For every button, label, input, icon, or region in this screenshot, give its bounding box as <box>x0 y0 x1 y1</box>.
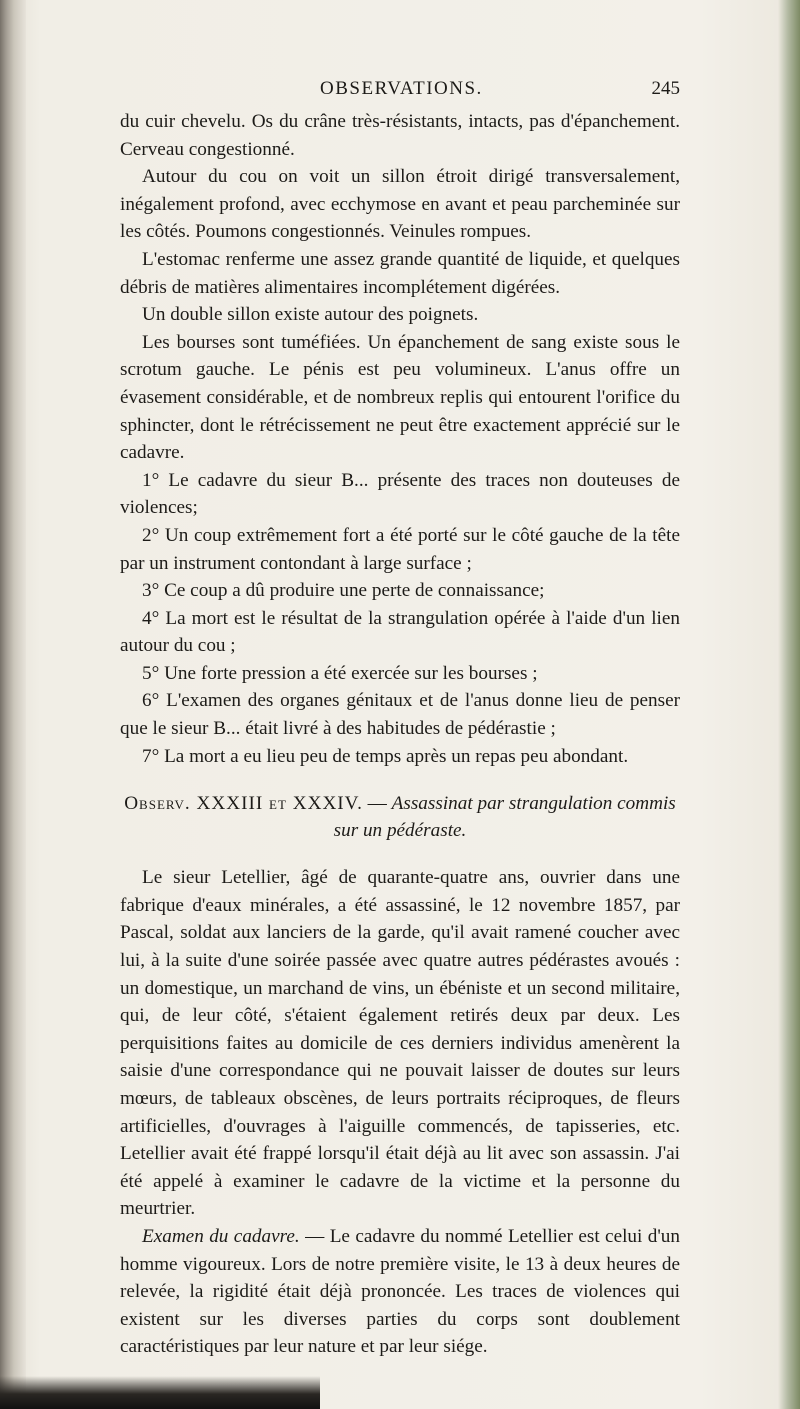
paragraph: L'estomac renferme une assez grande quantité de liquide, et quelques débris de matières alimentaires incomplétement digérées. <box>120 248 680 298</box>
page-edge-right <box>778 0 800 1409</box>
observation-label: Observ. XXXIII et XXXIV. <box>124 793 363 815</box>
paragraph: Le sieur Letellier, âgé de quarante-quatre ans, ouvrier dans une fabrique d'eaux minérales, a été assassiné, le 12 novembre 1857, par Pascal, soldat aux lanciers de la garde, qu'il avait ramené coucher avec lui, à la suite d'une soirée passée avec quatre autres pédérastes avoués : un domestique, un marchand de vins, un ébéniste et un second militaire, qui, de leur côté, s'étaient également retirés deux par deux. Les perquisitions faites au domicile de ces derniers individus amenèrent la saisie d'une correspondance qui ne pouvait laisser de doutes sur leurs mœurs, de tableaux obscènes, de leurs portraits réciproques, de fleurs artificielles, d'ouvrages à l'aiguille commencés, de tapisseries, etc. Letellier avait été frappé lorsqu'il était déjà au lit avec son assassin. J'ai été appelé à examiner le cadavre de la victime et la personne du meurtrier. <box>120 867 680 1220</box>
page-number: 245 <box>651 78 680 99</box>
page-edge-bottom <box>0 1376 320 1409</box>
paragraph: Autour du cou on voit un sillon étroit dirigé transversalement, inégalement profond, avec ecchymose en avant et peau parcheminée sur les côtés. Poumons congestionnés. Veinules rompues. <box>120 166 680 243</box>
exam-text: — Le cadavre du nommé Letellier est celui d'un homme vigoureux. Lors de notre première visite, le 13 à deux heures de relevée, la rigidité était déjà prononcée. Les traces de violences qui existent sur les diverses parties du corps sont doublement caractéristiques par leur nature et par leur siége. <box>120 1225 680 1358</box>
heading-dash: — <box>362 793 392 815</box>
exam-lead: Examen du cadavre. <box>142 1225 300 1247</box>
conclusion-item: 4° La mort est le résultat de la strangulation opérée à l'aide d'un lien autour du cou ; <box>120 607 680 657</box>
conclusion-item: 7° La mort a eu lieu peu de temps après un repas peu abondant. <box>142 745 629 767</box>
running-head: OBSERVATIONS. <box>320 78 483 99</box>
paragraph: Les bourses sont tuméfiées. Un épanchement de sang existe sous le scrotum gauche. Le pénis est peu volumineux. L'anus offre un évasement considérable, et de nombreux replis qui entourent l'orifice du sphincter, dont le rétrécissement ne peut être exactement apprécié sur le cadavre. <box>120 331 680 464</box>
conclusion-item: 5° Une forte pression a été exercée sur les bourses ; <box>142 662 538 684</box>
page-binding-shadow-left <box>0 0 26 1409</box>
paragraph: Un double sillon existe autour des poignets. <box>142 304 479 326</box>
conclusion-item: 3° Ce coup a dû produire une perte de connaissance; <box>142 580 545 602</box>
observation-heading <box>120 790 680 844</box>
page-header <box>120 78 680 102</box>
body-text <box>120 108 680 1361</box>
exam-paragraph <box>120 1223 680 1361</box>
observation-title: Assassinat par strangulation commis sur un pédéraste. <box>333 793 676 842</box>
conclusion-item: 2° Un coup extrêmement fort a été porté sur le côté gauche de la tête par un instrument contondant à large surface ; <box>120 524 680 574</box>
paragraph: du cuir chevelu. Os du crâne très-résistants, intacts, pas d'épanchement. Cerveau congestionné. <box>120 111 680 160</box>
conclusion-item: 6° L'examen des organes génitaux et de l'anus donne lieu de penser que le sieur B... était livré à des habitudes de pédérastie ; <box>120 690 680 740</box>
conclusion-item: 1° Le cadavre du sieur B... présente des traces non douteuses de violences; <box>120 469 680 519</box>
